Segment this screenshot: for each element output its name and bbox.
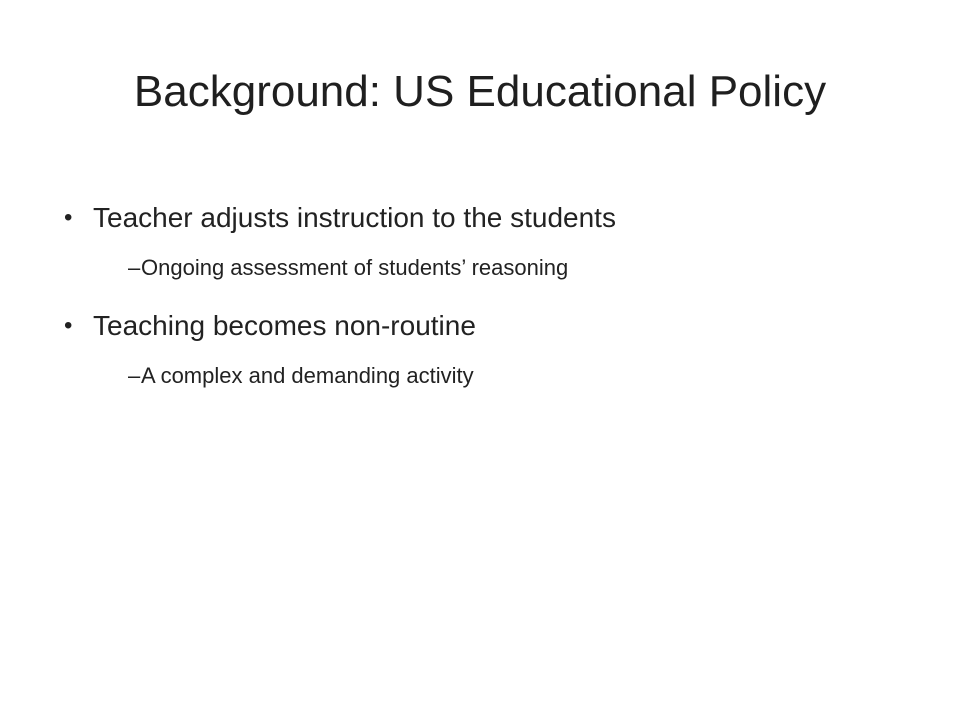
dash-marker: –: [128, 363, 141, 388]
bullet-item: [60, 298, 920, 354]
sub-bullet-item: [60, 354, 920, 398]
dash-marker: –: [128, 255, 141, 280]
bullet-text: Teaching becomes non-routine: [93, 310, 476, 341]
slide-title: Background: US Educational Policy: [133, 67, 827, 116]
bullet-text: Teacher adjusts instruction to the students: [93, 202, 616, 233]
sub-bullet-text: A complex and demanding activity: [141, 363, 474, 388]
bullet-list: [60, 190, 920, 406]
bullet-item: [60, 190, 920, 246]
sub-bullet-item: [60, 246, 920, 290]
sub-bullet-text: Ongoing assessment of students’ reasoning: [141, 255, 569, 280]
